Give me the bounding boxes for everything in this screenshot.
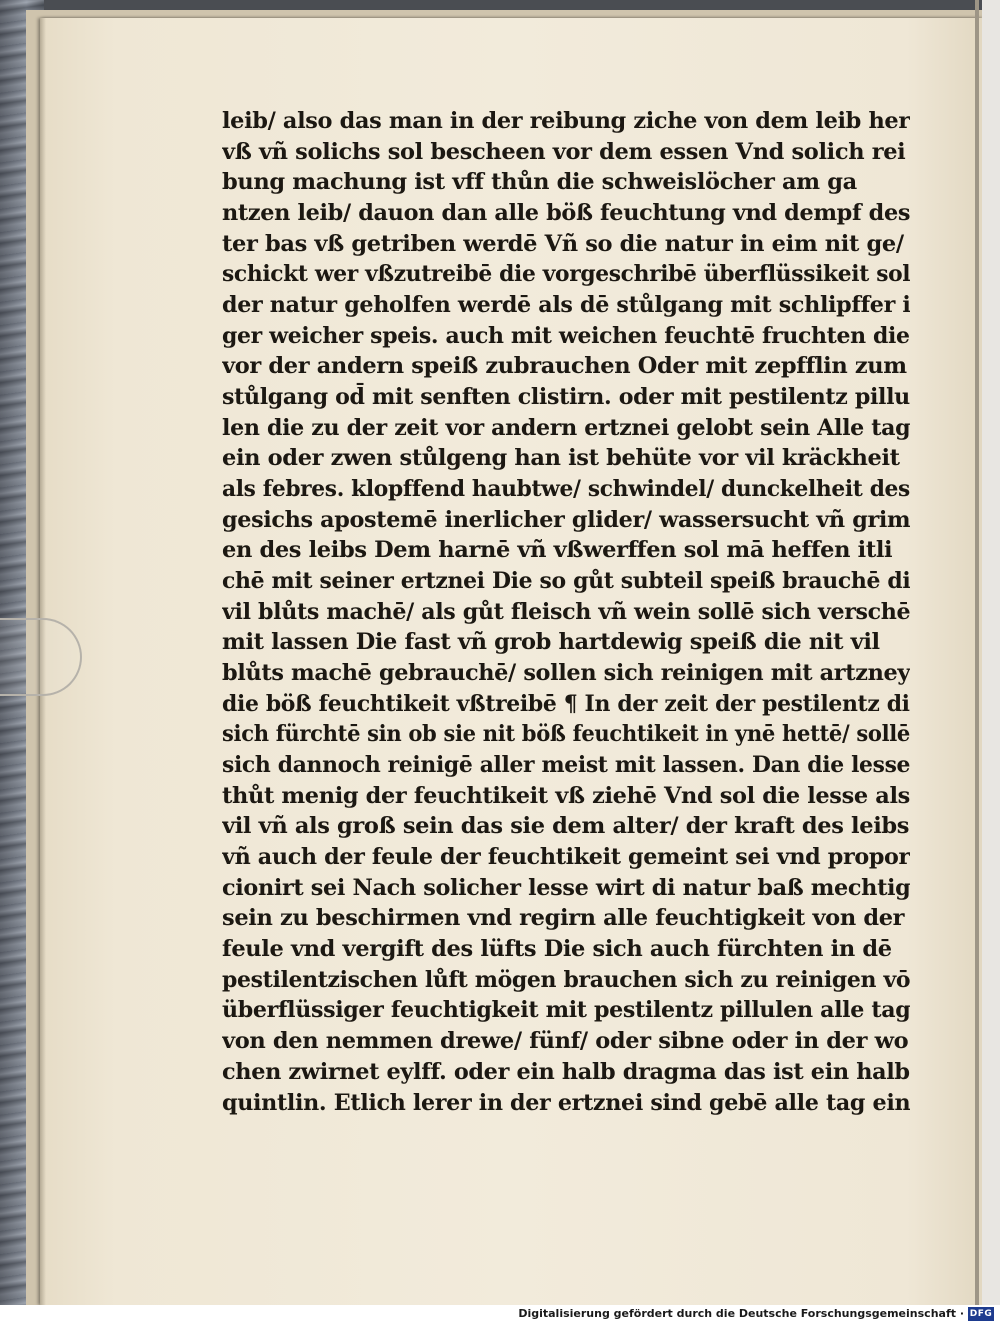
- page-holder-clip: [0, 618, 82, 696]
- scanner-margin: [982, 0, 1000, 1305]
- text-line: cionirt sei Nach solicher lesse wirt di natur baß mechtig: [222, 874, 911, 901]
- text-line: ein oder zwen stůlgeng han ist behüte vor vil kräckheit: [222, 445, 900, 472]
- text-line: chē mit seiner ertznei Die so gůt subteil speiß brauchē di: [222, 568, 910, 595]
- text-line: thůt menig der feuchtikeit vß ziehē Vnd sol die lesse als: [222, 782, 910, 809]
- text-line: mit lassen Die fast vñ grob hartdewig speiß die nit vil: [222, 629, 880, 656]
- text-line: en des leibs Dem harnē vñ vßwerffen sol mā heffen itli: [222, 537, 893, 564]
- text-line: sein zu beschirmen vnd regirn alle feuchtigkeit von der: [222, 905, 905, 932]
- text-line: ger weicher speis. auch mit weichen feuchtē fruchten die: [222, 322, 910, 349]
- text-line: stůlgang od̄ mit senften clistirn. oder mit pestilentz pillu: [222, 384, 910, 411]
- text-line: vß vñ solichs sol bescheen vor dem essen Vnd solich rei: [222, 138, 906, 165]
- text-line: ter bas vß getriben werdē Vñ so die natur in eim nit ge/: [222, 230, 904, 257]
- printed-text-block: [222, 106, 910, 1118]
- page-edge-line: [975, 0, 979, 1305]
- text-line: pestilentzischen lůft mögen brauchen sich zu reinigen vō: [222, 966, 911, 993]
- text-line: von den nemmen drewe/ fünf/ oder sibne oder in der wo: [222, 1028, 909, 1055]
- dfg-logo-icon: DFG: [969, 1309, 993, 1319]
- text-line: der natur geholfen werdē als dē stůlgang mit schlipffer i: [222, 292, 910, 319]
- text-line: feule vnd vergift des lüfts Die sich auch fürchten in dē: [222, 936, 892, 963]
- text-line: chen zwirnet eylff. oder ein halb dragma das ist ein halb: [222, 1058, 910, 1085]
- text-line: quintlin. Etlich lerer in der ertznei sind gebē alle tag ein: [222, 1089, 910, 1116]
- text-line: gesichs apostemē inerlicher glider/ wassersucht vñ grim: [222, 506, 911, 533]
- text-line: sich dannoch reinigē aller meist mit lassen. Dan die lesse: [222, 752, 911, 779]
- text-line: schickt wer vßzutreibē die vorgeschribē überflüssikeit sol: [222, 261, 911, 288]
- text-line: ntzen leib/ dauon dan alle böß feuchtung vnd dempf des: [222, 200, 910, 227]
- text-line: vil vñ als groß sein das sie dem alter/ der kraft des leibs: [222, 813, 910, 840]
- text-line: die böß feuchtikeit vßtreibē ¶ In der zeit der pestilentz di: [222, 690, 910, 717]
- text-line: vñ auch der feule der feuchtikeit gemeint sei vnd propor: [222, 844, 910, 871]
- text-line: vil blůts machē/ als gůt fleisch vñ wein sollē sich verschē: [222, 598, 911, 625]
- text-line: blůts machē gebrauchē/ sollen sich reinigen mit artzney: [222, 660, 910, 687]
- text-line: vor der andern speiß zubrauchen Oder mit zepfflin zum: [222, 353, 907, 380]
- text-line: leib/ also das man in der reibung ziche von dem leib her: [222, 108, 910, 134]
- text-line: bung machung ist vff thůn die schweislöcher am ga: [222, 169, 857, 196]
- text-line: überflüssiger feuchtigkeit mit pestilentz pillulen alle tag: [222, 997, 911, 1024]
- digitization-footer: [0, 1305, 1000, 1324]
- text-line: len die zu der zeit vor andern ertznei gelobt sein Alle tag: [222, 414, 911, 441]
- text-line: sich fürchtē sin ob sie nit böß feuchtikeit in ynē hettē/ sollē: [222, 721, 910, 748]
- funding-credit: Digitalisierung gefördert durch die Deutsche Forschungsgemeinschaft ·: [518, 1307, 964, 1320]
- text-line: als febres. klopffend haubtwe/ schwindel/ dunckelheit des: [222, 476, 910, 503]
